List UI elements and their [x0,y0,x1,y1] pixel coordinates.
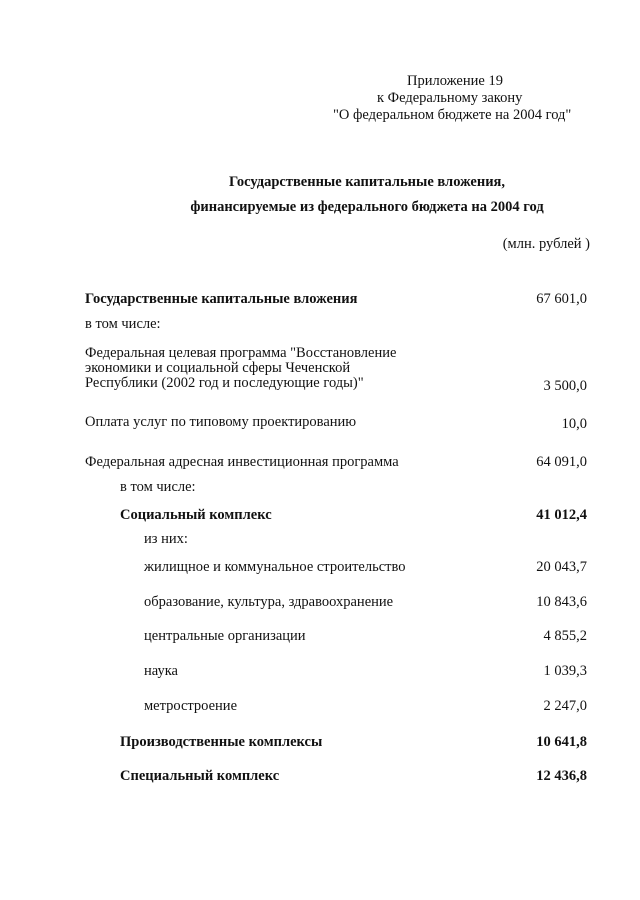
row-value: 12 436,8 [536,768,587,784]
row-value: 1 039,3 [543,663,587,679]
appendix-law-name: "О федеральном бюджете на 2004 год" [333,107,572,123]
row-label: Федеральная адресная инвестиционная программа [85,454,399,470]
appendix-law-ref: к Федеральному закону [377,90,523,106]
row-label: из них: [144,531,188,547]
row-value: 3 500,0 [543,378,587,394]
appendix-number: Приложение 19 [407,73,503,89]
row-value: 10 843,6 [536,594,587,610]
row-label: Социальный комплекс [120,507,272,523]
row-value: 10,0 [561,416,587,432]
appendix-reference [300,73,590,124]
row-label: в том числе: [120,479,196,495]
units-label: (млн. рублей ) [502,236,590,252]
row-label: Оплата услуг по типовому проектированию [85,414,357,430]
row-label-line-3: Республики (2002 год и последующие годы)" [85,375,364,391]
row-label: Специальный комплекс [120,768,280,784]
row-label: центральные организации [144,628,306,644]
row-label: Государственные капитальные вложения [85,291,358,307]
row-value: 10 641,8 [536,734,587,750]
row-label: метростроение [144,698,238,714]
row-label: Производственные комплексы [120,734,323,750]
row-value: 41 012,4 [536,507,587,523]
row-value: 2 247,0 [543,698,587,714]
row-value: 4 855,2 [543,628,587,644]
document-title [0,170,640,220]
row-value: 67 601,0 [536,291,587,307]
row-label: наука [144,663,178,679]
row-label: образование, культура, здравоохранение [144,594,394,610]
row-label-line-1: Федеральная целевая программа "Восстановление [85,345,397,361]
title-line-1: Государственные капитальные вложения, [228,174,506,190]
row-label-line-2: экономики и социальной сферы Чеченской [85,360,351,376]
row-value: 64 091,0 [536,454,587,470]
title-line-2: финансируемые из федерального бюджета на 2004 год [190,199,544,215]
row-label: жилищное и коммунальное строительство [144,559,406,575]
row-label: в том числе: [85,316,161,332]
row-value: 20 043,7 [536,559,587,575]
